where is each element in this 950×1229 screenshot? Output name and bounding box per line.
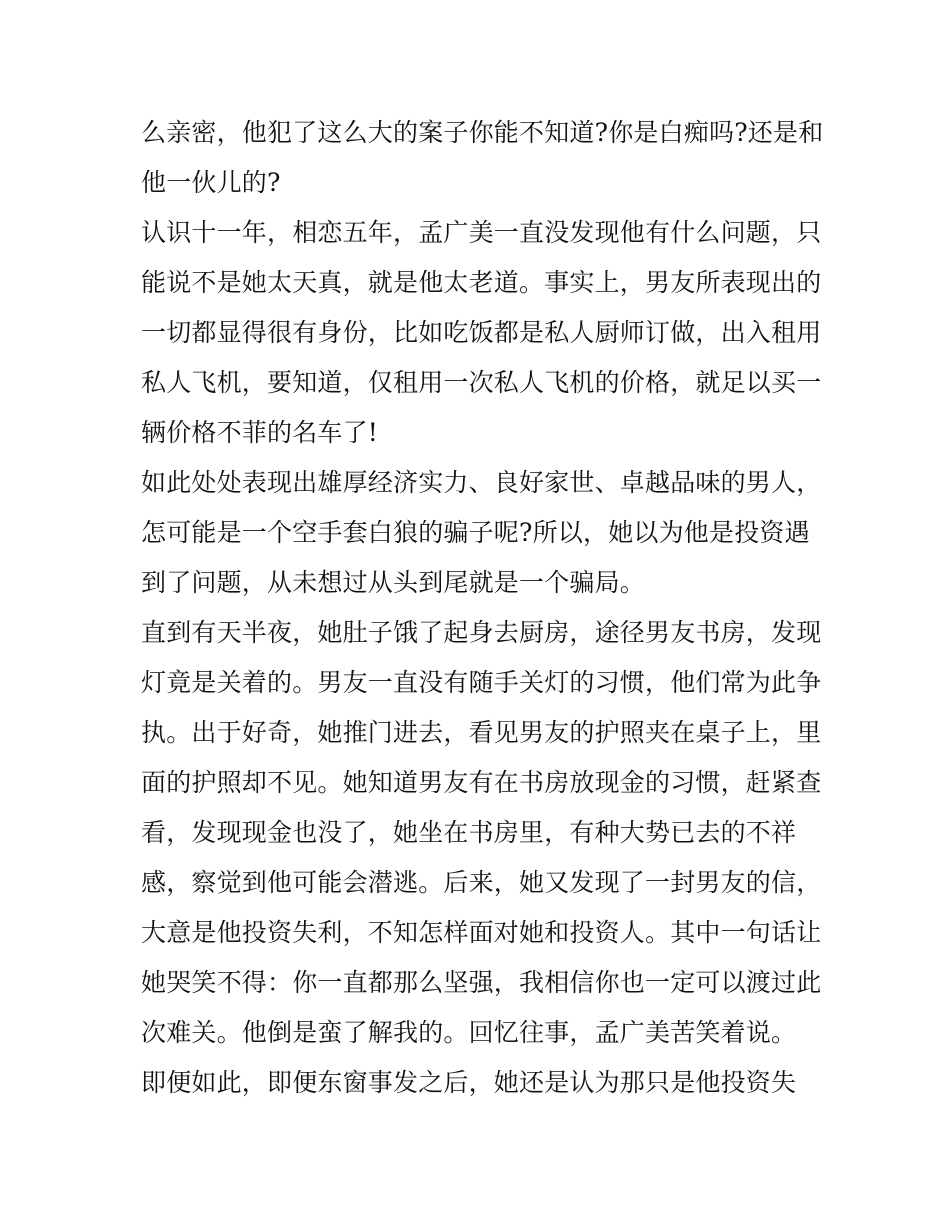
text-line: 她哭笑不得：你一直都那么坚强，我相信你也一定可以渡过此 xyxy=(141,968,822,997)
text-line: 面的护照却不见。她知道男友有在书房放现金的习惯，赶紧查 xyxy=(141,768,822,797)
text-line: 即便如此，即便东窗事发之后，她还是认为那只是他投资失 xyxy=(141,1068,797,1097)
text-line: 到了问题，从未想过从头到尾就是一个骗局。 xyxy=(141,568,646,597)
text-line: 大意是他投资失利，不知怎样面对她和投资人。其中一句话让 xyxy=(141,918,822,947)
text-line: 执。出于好奇，她推门进去，看见男友的护照夹在桌子上，里 xyxy=(141,718,822,747)
text-line: 他一伙儿的? xyxy=(141,168,281,197)
text-line: 次难关。他倒是蛮了解我的。回忆往事，孟广美苦笑着说。 xyxy=(141,1018,797,1047)
text-line: 看，发现现金也没了，她坐在书房里，有种大势已去的不祥 xyxy=(141,818,797,847)
text-line: 辆价格不菲的名车了! xyxy=(141,418,379,447)
text-line: 认识十一年，相恋五年，孟广美一直没发现他有什么问题，只 xyxy=(141,218,822,247)
text-line: 怎可能是一个空手套白狼的骗子呢?所以，她以为他是投资遇 xyxy=(141,518,810,547)
text-line: 私人飞机，要知道，仅租用一次私人飞机的价格，就足以买一 xyxy=(141,368,822,397)
text-line: 如此处处表现出雄厚经济实力、良好家世、卓越品味的男人， xyxy=(141,468,822,497)
document-body xyxy=(141,108,831,1108)
text-line: 灯竟是关着的。男友一直没有随手关灯的习惯，他们常为此争 xyxy=(141,668,822,697)
text-line: 么亲密，他犯了这么大的案子你能不知道?你是白痴吗?还是和 xyxy=(141,118,824,147)
text-line: 能说不是她太天真，就是他太老道。事实上，男友所表现出的 xyxy=(141,268,822,297)
text-line: 一切都显得很有身份，比如吃饭都是私人厨师订做，出入租用 xyxy=(141,318,822,347)
text-line: 直到有天半夜，她肚子饿了起身去厨房，途径男友书房，发现 xyxy=(141,618,822,647)
text-line: 感，察觉到他可能会潜逃。后来，她又发现了一封男友的信， xyxy=(141,868,822,897)
